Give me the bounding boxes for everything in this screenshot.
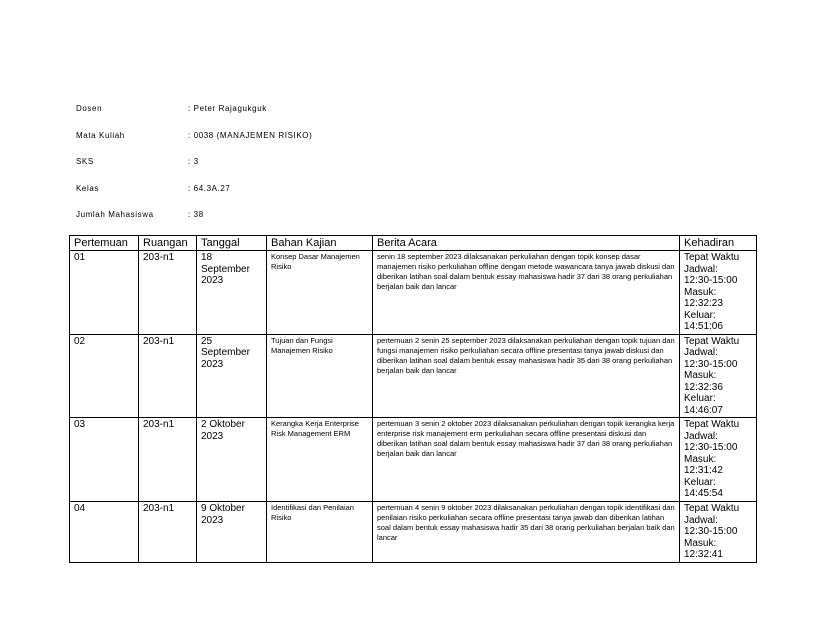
- header-bahan-kajian: Bahan Kajian: [267, 236, 373, 251]
- info-value-dosen: : Peter Rajagukguk: [188, 104, 267, 113]
- table-row: [70, 418, 757, 502]
- table-row: [70, 251, 757, 335]
- cell-bahan-kajian: Tujuan dan Fungsi Manajemen Risiko: [267, 334, 373, 418]
- info-label-mata-kuliah: Mata Kuliah: [76, 131, 125, 140]
- info-label-kelas: Kelas: [76, 184, 100, 193]
- kehadiran-jadwal: 12:30-15:00: [684, 526, 738, 537]
- info-label-sks: SKS: [76, 157, 94, 166]
- info-label-dosen: Dosen: [76, 104, 103, 113]
- cell-kehadiran: [680, 251, 757, 335]
- cell-bahan-kajian: Identifikasi dan Penilaian Risiko: [267, 502, 373, 563]
- kehadiran-keluar-label: Keluar:: [684, 393, 716, 404]
- kehadiran-masuk: 12:31:42: [684, 465, 723, 476]
- header-berita-acara: Berita Acara: [373, 236, 680, 251]
- cell-pertemuan: 01: [70, 251, 139, 335]
- cell-berita-acara: pertemuan 2 senin 25 september 2023 dilaksanakan perkuliahan dengan topik tujuan dan fungsi manajemen risiko perkuliahan secara offline presentasi tanya jawab diskusi dan diberikan latihan soal dalam bentuk essay mahasiswa hadir 35 dari 38 orang perkuliahan berjalan baik dan lancar: [373, 334, 680, 418]
- cell-kehadiran: [680, 502, 757, 563]
- kehadiran-masuk-label: Masuk:: [684, 537, 717, 549]
- kehadiran-masuk-label: Masuk:: [684, 286, 717, 298]
- header-ruangan: Ruangan: [139, 236, 197, 251]
- cell-bahan-kajian: Kerangka Kerja Enterprise Risk Management ERM: [267, 418, 373, 502]
- cell-ruangan: 203-n1: [139, 334, 197, 418]
- kehadiran-masuk: 12:32:41: [684, 549, 723, 560]
- table-row: [70, 334, 757, 418]
- kehadiran-keluar: 14:46:07: [684, 404, 723, 416]
- cell-tanggal: 25 September 2023: [197, 334, 267, 418]
- kehadiran-keluar: 14:51:06: [684, 321, 723, 332]
- table-row: [70, 502, 757, 563]
- kehadiran-status: Tepat Waktu: [684, 252, 740, 263]
- info-value-mata-kuliah: : 0038 (MANAJEMEN RISIKO): [188, 131, 313, 140]
- cell-tanggal: 9 Oktober 2023: [197, 502, 267, 563]
- table-header-row: [70, 236, 757, 251]
- cell-ruangan: 203-n1: [139, 502, 197, 563]
- kehadiran-jadwal-label: Jadwal:: [684, 514, 718, 526]
- kehadiran-status: Tepat Waktu: [684, 419, 740, 430]
- kehadiran-keluar-label: Keluar:: [684, 309, 716, 321]
- kehadiran-masuk-label: Masuk:: [684, 370, 717, 381]
- cell-ruangan: 203-n1: [139, 251, 197, 335]
- kehadiran-status: Tepat Waktu: [684, 503, 740, 514]
- cell-berita-acara: senin 18 september 2023 dilaksanakan perkuliahan dengan topik konsep dasar manajemen risiko perkuliahan offline dengan metode wawancara tanya jawab diskusi dan diberikan latihan soal dalam bentuk essay mahasiswa hadir 37 dari 38 orang perkuliahan berjalan baik dan lancar: [373, 251, 680, 335]
- cell-pertemuan: 03: [70, 418, 139, 502]
- info-label-jumlah-mahasiswa: Jumlah Mahasiswa: [76, 210, 154, 219]
- info-value-kelas: : 64.3A.27: [188, 184, 231, 193]
- kehadiran-jadwal-label: Jadwal:: [684, 430, 718, 442]
- kehadiran-keluar-label: Keluar:: [684, 476, 716, 488]
- cell-kehadiran: [680, 334, 757, 418]
- kehadiran-jadwal: 12:30-15:00: [684, 358, 738, 370]
- cell-pertemuan: 04: [70, 502, 139, 563]
- info-value-sks: : 3: [188, 157, 199, 166]
- kehadiran-masuk: 12:32:36: [684, 381, 723, 393]
- kehadiran-jadwal: 12:30-15:00: [684, 442, 738, 453]
- cell-berita-acara: pertemuan 3 senin 2 oktober 2023 dilaksanakan perkuliahan dengan topik kerangka kerja enterprise risk manajement erm perkuliahan secara offline presentasi diskusi dan diberikan latihan soal dalam bentuk essay mahasiswa hadir 37 dari 38 orang perkuliahan berjalan baik dan lancar: [373, 418, 680, 502]
- header-tanggal: Tanggal: [197, 236, 267, 251]
- cell-pertemuan: 02: [70, 334, 139, 418]
- cell-berita-acara: pertemuan 4 senin 9 oktober 2023 dilaksanakan perkuliahan dengan topik identifikasi dan penilaian risiko perkuliahan secara offline presentasi tanya jawab dan diberikan latihan soal dalam bentuk essay mahasiswa hadir 35 dari 38 orang perkuliahan berjalan baik dan lancar: [373, 502, 680, 563]
- kehadiran-masuk-label: Masuk:: [684, 453, 717, 465]
- cell-bahan-kajian: Konsep Dasar Manajemen Risiko: [267, 251, 373, 335]
- cell-kehadiran: [680, 418, 757, 502]
- kehadiran-keluar: 14:45:54: [684, 488, 723, 499]
- kehadiran-masuk: 12:32:23: [684, 298, 723, 309]
- cell-ruangan: 203-n1: [139, 418, 197, 502]
- kehadiran-jadwal: 12:30-15:00: [684, 275, 738, 286]
- kehadiran-jadwal-label: Jadwal:: [684, 347, 718, 358]
- header-kehadiran: Kehadiran: [680, 236, 757, 251]
- cell-tanggal: 18 September 2023: [197, 251, 267, 335]
- header-pertemuan: Pertemuan: [70, 236, 139, 251]
- kehadiran-jadwal-label: Jadwal:: [684, 263, 718, 275]
- kehadiran-status: Tepat Waktu: [684, 335, 740, 347]
- info-value-jumlah-mahasiswa: : 38: [188, 210, 204, 219]
- cell-tanggal: 2 Oktober 2023: [197, 418, 267, 502]
- attendance-table: [69, 235, 757, 563]
